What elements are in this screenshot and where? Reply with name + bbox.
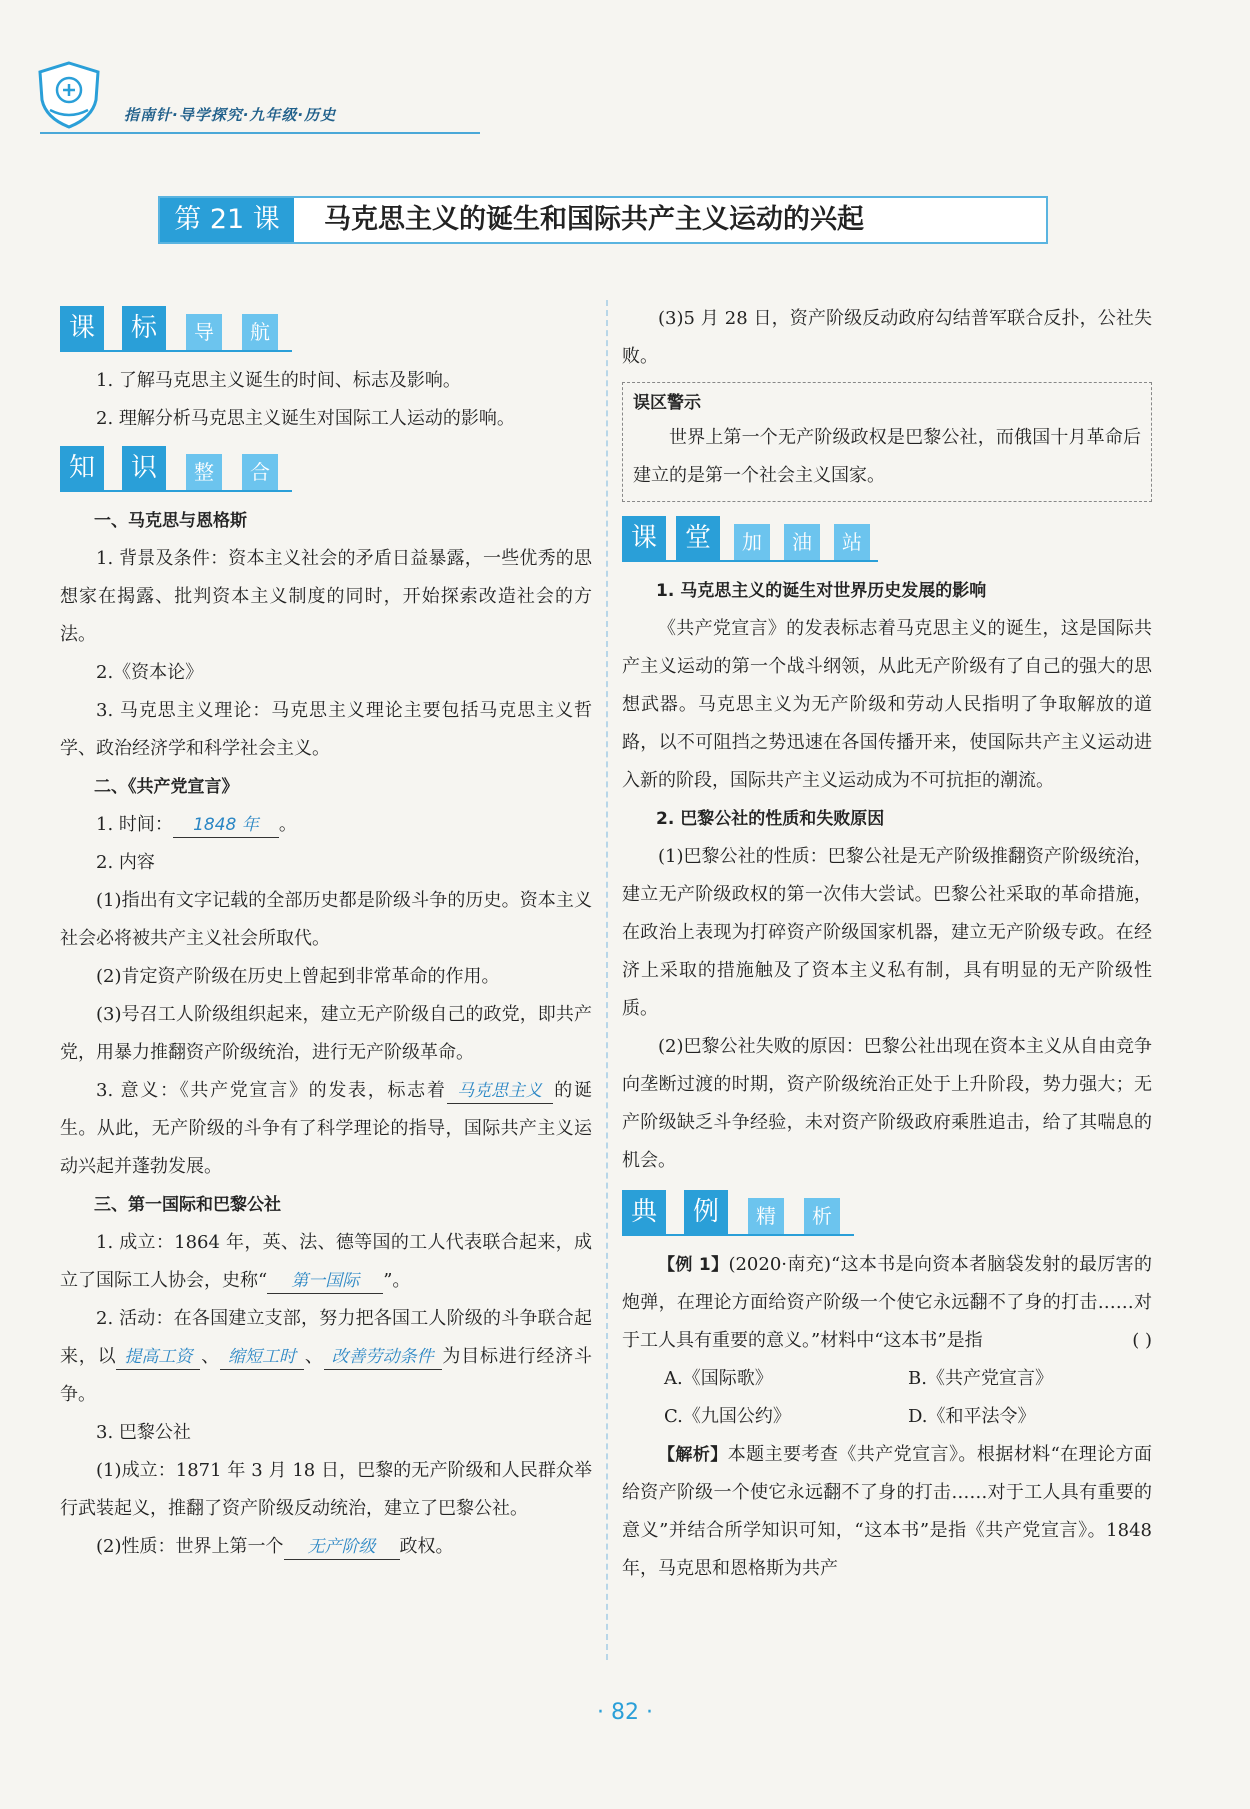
banner-char: 合 bbox=[242, 454, 278, 490]
lesson-title-bar bbox=[158, 196, 1048, 244]
warn-text: 世界上第一个无产阶级政权是巴黎公社，而俄国十月革命后建立的是第一个社会主义国家。 bbox=[633, 427, 1141, 486]
warn-title: 误区警示 bbox=[633, 393, 701, 413]
section-heading: 二、《共产党宣言》 bbox=[94, 777, 239, 797]
banner-char: 精 bbox=[748, 1198, 784, 1234]
paragraph: 2.《资本论》 bbox=[96, 662, 204, 683]
banner-char: 站 bbox=[834, 524, 870, 560]
topic-heading: 2. 巴黎公社的性质和失败原因 bbox=[656, 809, 885, 829]
answer-blank: 缩短工时 bbox=[220, 1345, 304, 1370]
answer-blank: 改善劳动条件 bbox=[324, 1345, 442, 1370]
example-question: 【例 1】(2020·南充)“这本书是向资本者脑袋发射的最厉害的炮弹，在理论方面给资产阶级一个使它永远翻不了身的打击……对于工人具有重要的意义。”材料中“这本书”是指 ( ) bbox=[622, 1246, 1152, 1360]
knowledge-banner bbox=[60, 446, 592, 494]
paragraph: (2)巴黎公社失败的原因：巴黎公社出现在资本主义从自由竞争向垄断过渡的时期，资产阶级统治正处于上升阶段，势力强大；无产阶级缺乏斗争经验，未对资产阶级政府乘胜追击，给了其喘息的机会。 bbox=[622, 1036, 1152, 1171]
header-rule bbox=[40, 132, 480, 134]
banner-char: 标 bbox=[122, 306, 166, 350]
section-heading: 一、马克思与恩格斯 bbox=[94, 511, 247, 531]
paragraph: 2. 内容 bbox=[96, 852, 155, 873]
example-banner bbox=[622, 1190, 1152, 1238]
right-column bbox=[622, 300, 1152, 1588]
fill-in-significance: 3. 意义：《共产党宣言》的发表，标志着 马克思主义 的诞生。从此，无产阶级的斗争有了科学理论的指导，国际共产主义运动兴起并蓬勃发展。 bbox=[60, 1080, 592, 1177]
lesson-number: 第 21 课 bbox=[160, 198, 294, 242]
series-header: 指南针·导学探究·九年级·历史 bbox=[124, 106, 337, 124]
paragraph: 3. 巴黎公社 bbox=[96, 1422, 191, 1443]
fill-in-activity: 2. 活动：在各国建立支部，努力把各国工人阶级的斗争联合起来，以 提高工资 、 缩短工时 、 改善劳动条件 为目标进行经济斗争。 bbox=[60, 1308, 593, 1405]
classroom-banner bbox=[622, 516, 1152, 564]
banner-char: 加 bbox=[734, 524, 770, 560]
banner-char: 典 bbox=[622, 1190, 666, 1234]
paragraph: 3. 马克思主义理论：马克思主义理论主要包括马克思主义哲学、政治经济学和科学社会主义。 bbox=[60, 700, 592, 759]
column-divider bbox=[606, 300, 608, 1660]
answer-blank: 提高工资 bbox=[116, 1345, 200, 1370]
banner-char: 课 bbox=[60, 306, 104, 350]
lesson-title: 马克思主义的诞生和国际共产主义运动的兴起 bbox=[324, 204, 864, 235]
choice-a: A.《国际歌》 bbox=[664, 1368, 773, 1389]
choice-b: B.《共产党宣言》 bbox=[908, 1368, 1053, 1389]
fill-in-nature: (2)性质：世界上第一个 无产阶级 政权。 bbox=[60, 1528, 592, 1566]
page-number: · 82 · bbox=[597, 1700, 653, 1725]
paragraph: (1)指出有文字记载的全部历史都是阶级斗争的历史。资本主义社会必将被共产主义社会所取代。 bbox=[60, 890, 592, 949]
nav-item: 2. 理解分析马克思主义诞生对国际工人运动的影响。 bbox=[96, 408, 515, 429]
answer-blank: 1848 年 bbox=[173, 813, 279, 838]
choice-list bbox=[622, 1360, 1152, 1436]
school-shield-logo-icon bbox=[36, 60, 102, 130]
answer-blank: 第一国际 bbox=[267, 1269, 383, 1294]
analysis: 【解析】本题主要考查《共产党宣言》。根据材料“在理论方面给资产阶级一个使它永远翻不了身的打击……对于工人具有重要的意义”并结合所学知识可知，“这本书”是指《共产党宣言》。1848 年，马克思和恩格斯为共产 bbox=[622, 1444, 1152, 1579]
paragraph: (1)成立：1871 年 3 月 18 日，巴黎的无产阶级和人民群众举行武装起义，推翻了资产阶级反动统治，建立了巴黎公社。 bbox=[60, 1460, 592, 1519]
banner-char: 例 bbox=[684, 1190, 728, 1234]
banner-char: 识 bbox=[122, 446, 166, 490]
topic-heading: 1. 马克思主义的诞生对世界历史发展的影响 bbox=[656, 581, 987, 601]
banner-char: 析 bbox=[804, 1198, 840, 1234]
banner-char: 航 bbox=[242, 314, 278, 350]
choice-c: C.《九国公约》 bbox=[664, 1406, 791, 1427]
fill-in-founding: 1. 成立：1864 年，英、法、德等国的工人代表联合起来，成立了国际工人协会，史称“ 第一国际 ”。 bbox=[60, 1224, 592, 1300]
banner-char: 堂 bbox=[676, 516, 720, 560]
banner-char: 导 bbox=[186, 314, 222, 350]
paragraph: (3)5 月 28 日，资产阶级反动政府勾结普军联合反扑，公社失败。 bbox=[622, 308, 1152, 367]
nav-item: 1. 了解马克思主义诞生的时间、标志及影响。 bbox=[96, 370, 461, 391]
paragraph: 《共产党宣言》的发表标志着马克思主义的诞生，这是国际共产主义运动的第一个战斗纲领，从此无产阶级有了自己的强大的思想武器。马克思主义为无产阶级和劳动人民指明了争取解放的道路，以不可阻挡之势迅速在各国传播开来，使国际共产主义运动进入新的阶段，国际共产主义运动成为不可抗拒的潮流。 bbox=[622, 618, 1152, 791]
banner-char: 知 bbox=[60, 446, 104, 490]
banner-char: 油 bbox=[784, 524, 820, 560]
fill-in-time: 1. 时间： 1848 年 。 bbox=[60, 806, 592, 844]
answer-blank: 马克思主义 bbox=[447, 1079, 553, 1104]
paragraph: (1)巴黎公社的性质：巴黎公社是无产阶级推翻资产阶级统治，建立无产阶级政权的第一次伟大尝试。巴黎公社采取的革命措施，在政治上表现为打碎资产阶级国家机器，建立无产阶级专政。在经济上采取的措施触及了资本主义私有制，具有明显的无产阶级性质。 bbox=[622, 846, 1152, 1019]
misconception-box bbox=[622, 382, 1152, 502]
section-heading: 三、第一国际和巴黎公社 bbox=[94, 1195, 281, 1215]
banner-char: 课 bbox=[622, 516, 666, 560]
nav-banner bbox=[60, 306, 592, 354]
paragraph: (3)号召工人阶级组织起来，建立无产阶级自己的政党，即共产党，用暴力推翻资产阶级统治，进行无产阶级革命。 bbox=[60, 1004, 592, 1063]
paragraph: (2)肯定资产阶级在历史上曾起到非常革命的作用。 bbox=[96, 966, 500, 987]
answer-bracket: ( ) bbox=[1132, 1330, 1152, 1351]
left-column bbox=[60, 300, 592, 1566]
paragraph: 1. 背景及条件：资本主义社会的矛盾日益暴露，一些优秀的思想家在揭露、批判资本主义制度的同时，开始探索改造社会的方法。 bbox=[60, 548, 592, 645]
choice-d: D.《和平法令》 bbox=[908, 1406, 1036, 1427]
answer-blank: 无产阶级 bbox=[284, 1535, 400, 1560]
banner-char: 整 bbox=[186, 454, 222, 490]
